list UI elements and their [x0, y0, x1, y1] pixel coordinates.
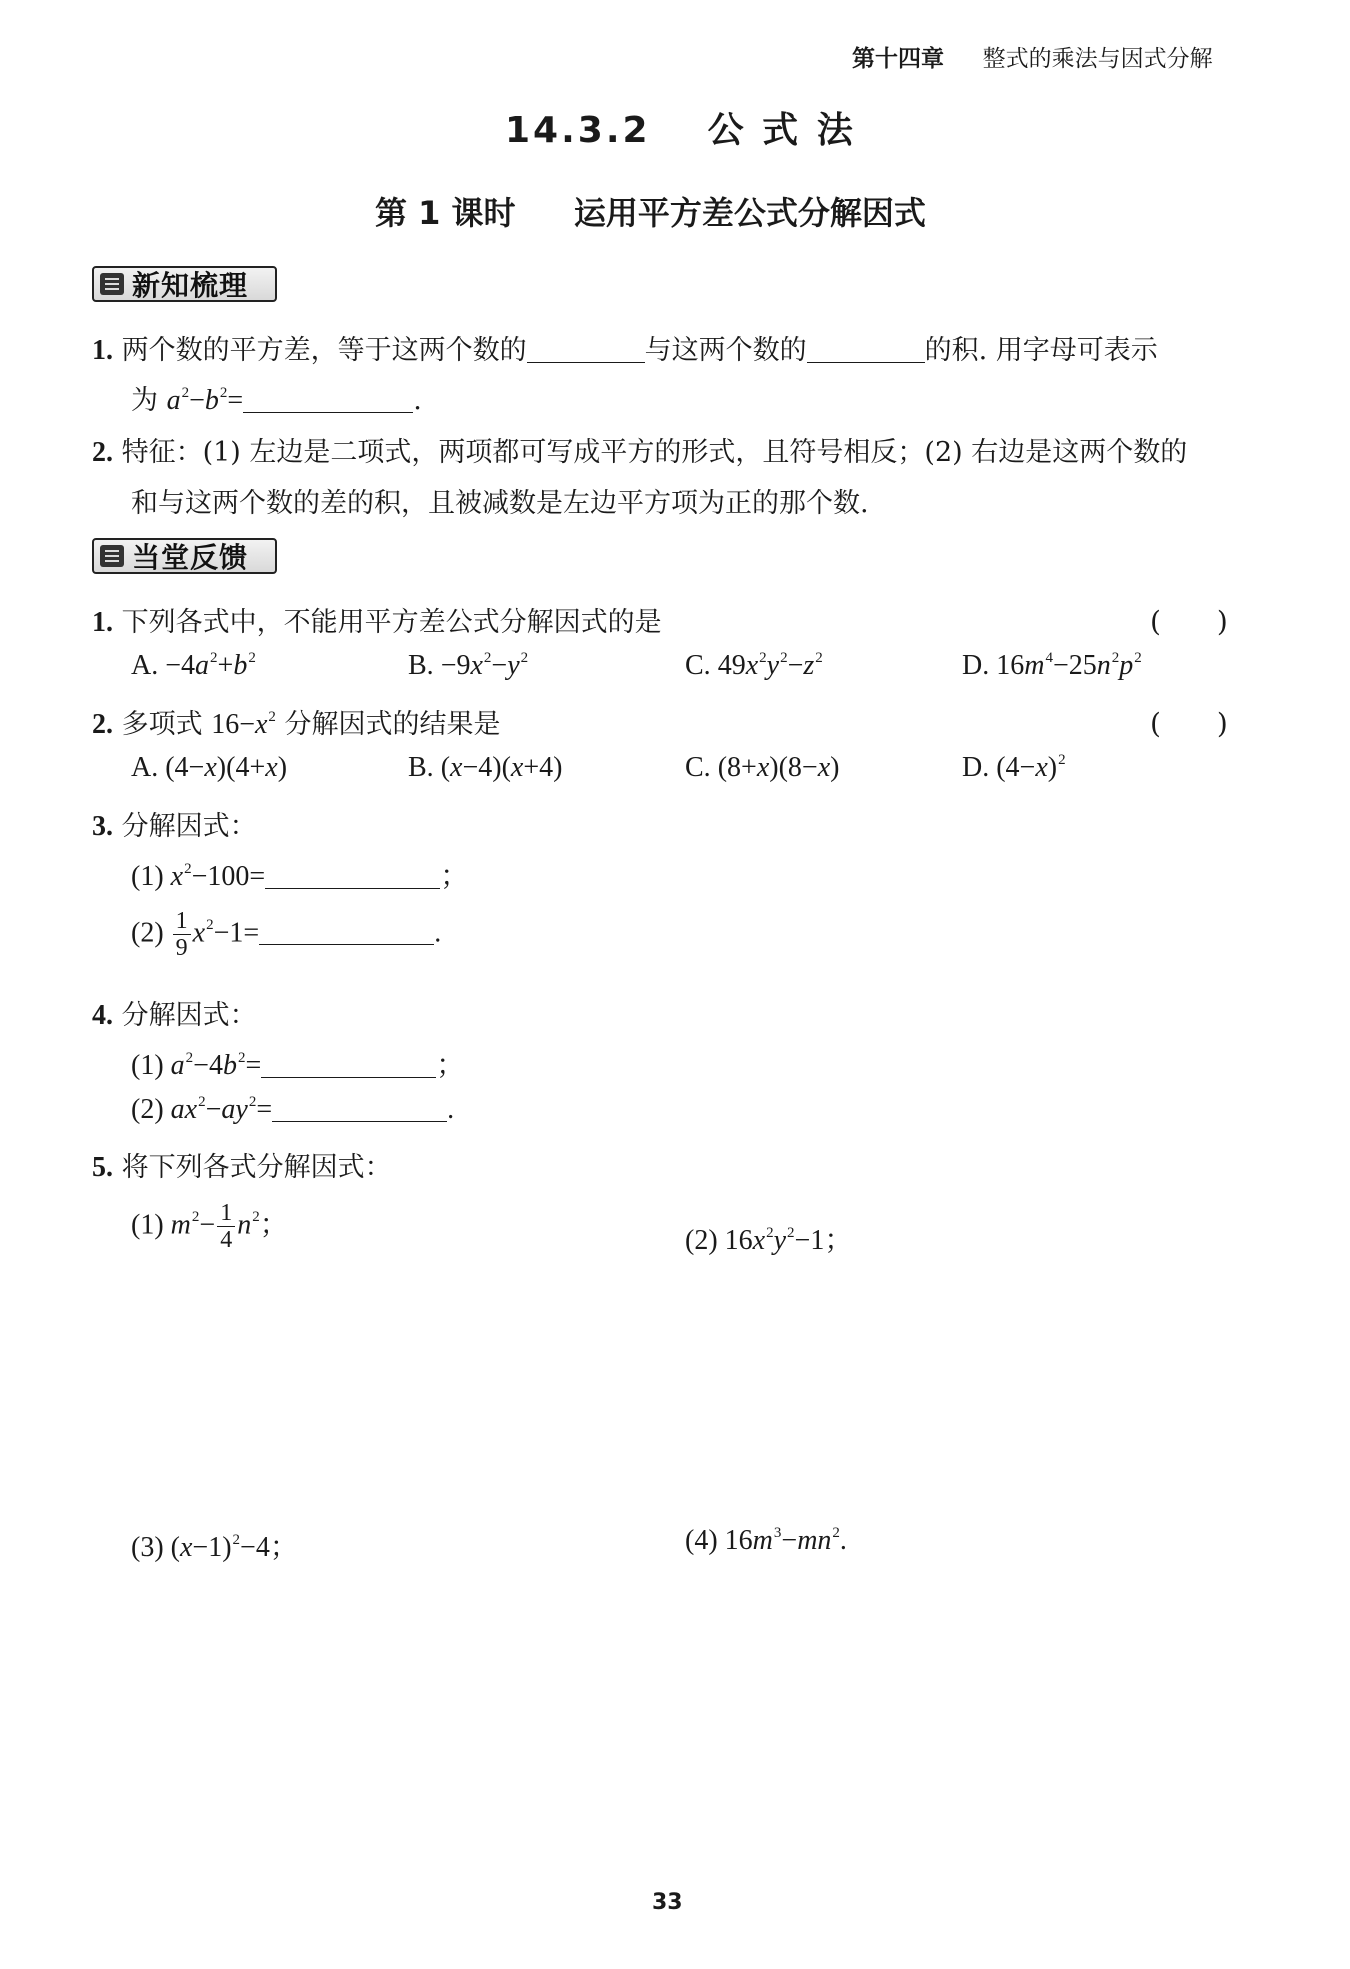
lesson-number: 第 1 课时: [375, 194, 516, 232]
question-number: 5.: [92, 1152, 113, 1183]
section-title: [505, 102, 856, 153]
knowledge-item-1-line1: 1. 两个数的平方差，等于这两个数的 与这两个数的 的积. 用字母可表示: [92, 335, 1158, 366]
section-label: 新知梳理: [132, 269, 249, 302]
q2-option-c[interactable]: C. (8+x)(8−x): [685, 752, 840, 783]
q4-part-1: (1) $a^2-4b^2=$ ；: [131, 1050, 465, 1081]
answer-blank[interactable]: [265, 862, 440, 889]
book-icon: [100, 273, 124, 295]
section-number: 14.3.2: [505, 110, 651, 151]
question-number: 1.: [92, 607, 113, 638]
page-number: 33: [652, 1890, 683, 1915]
question-1-stem: 1. 下列各式中，不能用平方差公式分解因式的是: [92, 607, 662, 638]
q1-option-c[interactable]: C. $49x^2y^2-z^2$: [685, 650, 823, 681]
answer-blank[interactable]: [527, 336, 645, 363]
fraction-one-ninth: $\frac{1}{9}$: [173, 908, 191, 962]
knowledge-item-2-line2: 和与这两个数的差的积，且被减数是左边平方项为正的那个数.: [131, 488, 869, 519]
question-number: 1.: [92, 335, 113, 366]
q1-option-d[interactable]: D. $16m^4-25n^2p^2$: [962, 650, 1142, 681]
lesson-subtitle: [375, 188, 926, 234]
section-label: 当堂反馈: [132, 541, 249, 574]
q2-option-b[interactable]: B. (x−4)(x+4): [408, 752, 563, 783]
q4-part-2: (2) $ax^2-ay^2=$ .: [131, 1094, 455, 1125]
section-name: 公 式 法: [707, 110, 856, 151]
question-number: 3.: [92, 811, 113, 842]
q5-part-1: (1) $m^2-$ $\frac{1}{4}$ $n^2$；: [131, 1200, 288, 1254]
question-2-stem: 2. 多项式 $16-x^2$ 分解因式的结果是: [92, 709, 501, 740]
q1-option-a[interactable]: A. $-4a^2+b^2$: [131, 650, 256, 681]
question-5-stem: 5. 将下列各式分解因式：: [92, 1152, 392, 1183]
question-number: 2.: [92, 437, 113, 468]
q1-option-b[interactable]: B. $-9x^2-y^2$: [408, 650, 529, 681]
q3-part-1: (1) $x^2-100=$ ；: [131, 861, 469, 892]
answer-blank[interactable]: [272, 1095, 447, 1122]
question-number: 2.: [92, 709, 113, 740]
polynomial: $16-x^2$: [211, 709, 276, 740]
q5-part-2: (2) $16x^2y^2-1$；: [685, 1225, 853, 1256]
q3-part-2: (2) $\frac{1}{9}$ $x^2-1=$ .: [131, 908, 442, 962]
q5-part-4: (4) $16m^3-mn^2$.: [685, 1525, 847, 1556]
answer-blank[interactable]: [807, 336, 925, 363]
knowledge-item-1-line2: 为 $a^2-b^2=$ .: [131, 385, 422, 416]
pencil-icon: [100, 545, 124, 567]
answer-blank[interactable]: [261, 1051, 436, 1078]
fraction-one-quarter: $\frac{1}{4}$: [217, 1200, 235, 1254]
answer-blank[interactable]: [259, 918, 434, 945]
q2-option-d[interactable]: D. $(4-x)^2$: [962, 752, 1066, 783]
chapter-number: 第十四章: [852, 46, 944, 72]
section-new-knowledge: [92, 266, 277, 302]
chapter-header: [852, 40, 1213, 73]
formula: $a^2-b^2=$: [166, 385, 244, 416]
q5-part-3: (3) $(x-1)^2-4$；: [131, 1532, 298, 1563]
question-4-stem: 4. 分解因式：: [92, 1000, 257, 1031]
chapter-title: 整式的乘法与因式分解: [982, 46, 1213, 72]
lesson-topic: 运用平方差公式分解因式: [573, 194, 926, 232]
answer-paren[interactable]: ( ): [1150, 707, 1228, 740]
section-classroom-feedback: [92, 538, 277, 574]
knowledge-item-2-line1: 2. 特征：(1) 左边是二项式，两项都可写成平方的形式，且符号相反；(2) 右边是这两个数的: [92, 437, 1188, 468]
question-3-stem: 3. 分解因式：: [92, 811, 257, 842]
answer-paren[interactable]: ( ): [1150, 605, 1228, 638]
q2-option-a[interactable]: A. (4−x)(4+x): [131, 752, 288, 783]
answer-blank[interactable]: [243, 386, 413, 413]
question-number: 4.: [92, 1000, 113, 1031]
